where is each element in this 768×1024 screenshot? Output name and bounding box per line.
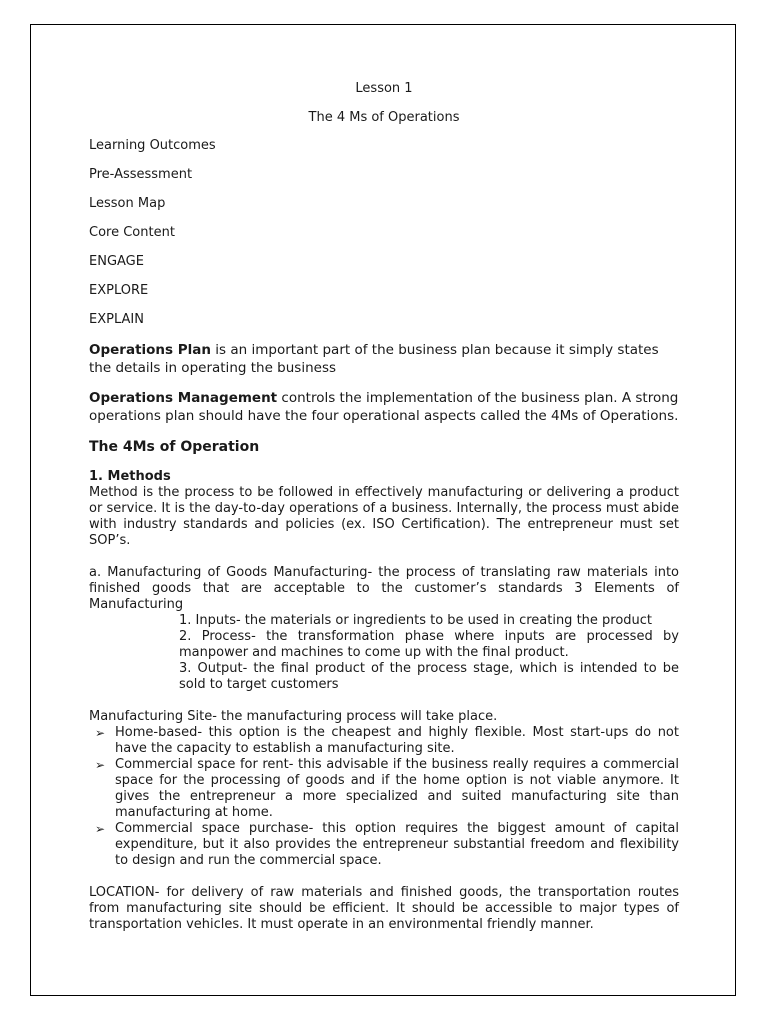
operations-plan-term: Operations Plan (89, 342, 212, 358)
operations-management-text: controls the implementation of the business plan. A strong operations plan should have the four operational aspects called the 4Ms of Operations. (89, 390, 679, 424)
outline-item: Learning Outcomes (89, 138, 216, 153)
document-content (89, 81, 679, 933)
methods-heading: 1. Methods (89, 469, 171, 484)
list-item (95, 821, 679, 869)
outline-item: Lesson Map (89, 196, 166, 211)
element-output: 3. Output- the final product of the process stage, which is intended to be sold to target customers (179, 661, 679, 692)
list-item (95, 725, 679, 757)
operations-plan-paragraph (89, 341, 679, 377)
operations-management-term: Operations Management (89, 390, 278, 406)
site-intro: Manufacturing Site- the manufacturing process will take place. (89, 709, 498, 724)
manufacturing-intro: a. Manufacturing of Goods Manufacturing- the process of translating raw materials into finished goods that are acceptable to the customer’s standards 3 Elements of Manufacturing (89, 565, 679, 612)
site-option-text: Home-based- this option is the cheapest and highly flexible. Most start-ups do not have the capacity to establish a manufacturing site. (115, 725, 679, 756)
outline-item: EXPLORE (89, 283, 149, 298)
outline-list (89, 138, 679, 328)
site-options-list (89, 725, 679, 869)
outline-item: ENGAGE (89, 254, 144, 269)
lesson-title: The 4 Ms of Operations (308, 110, 460, 125)
site-option-text: Commercial space purchase- this option requires the biggest amount of capital expenditure, but it also provides the entrepreneur substantial freedom and flexibility to design and run the commercial space. (115, 821, 679, 868)
element-inputs: 1. Inputs- the materials or ingredients to be used in creating the product (179, 613, 653, 628)
arrow-bullet-icon: ➢ (95, 822, 106, 836)
operations-management-paragraph (89, 389, 679, 425)
location-paragraph: LOCATION- for delivery of raw materials and finished goods, the transportation routes from manufacturing site should be efficient. It should be accessible to major types of transportation vehicles. It must operate in an environmental friendly manner. (89, 885, 679, 932)
manufacturing-elements (89, 613, 679, 693)
outline-item: Core Content (89, 225, 175, 240)
outline-item: Pre-Assessment (89, 167, 193, 182)
outline-item: EXPLAIN (89, 312, 144, 327)
arrow-bullet-icon: ➢ (95, 758, 106, 772)
operations-plan-text: is an important part of the business plan because it simply states the details in operating the business (89, 342, 659, 376)
list-item (95, 757, 679, 821)
section-heading: The 4Ms of Operation (89, 439, 260, 455)
arrow-bullet-icon: ➢ (95, 726, 106, 740)
methods-text: Method is the process to be followed in effectively manufacturing or delivering a product or service. It is the day-to-day operations of a business. Internally, the process must abide with industry standards and policies (ex. ISO Certification). The entrepreneur must set SOP’s. (89, 485, 679, 548)
lesson-number: Lesson 1 (355, 81, 413, 96)
element-process: 2. Process- the transformation phase where inputs are processed by manpower and machines to come up with the final product. (179, 629, 679, 660)
site-option-text: Commercial space for rent- this advisable if the business really requires a commercial space for the processing of goods and if the home option is not viable anymore. It gives the entrepreneur a more specialized and suited manufacturing site than manufacturing at home. (115, 757, 679, 820)
document-page (30, 24, 736, 996)
